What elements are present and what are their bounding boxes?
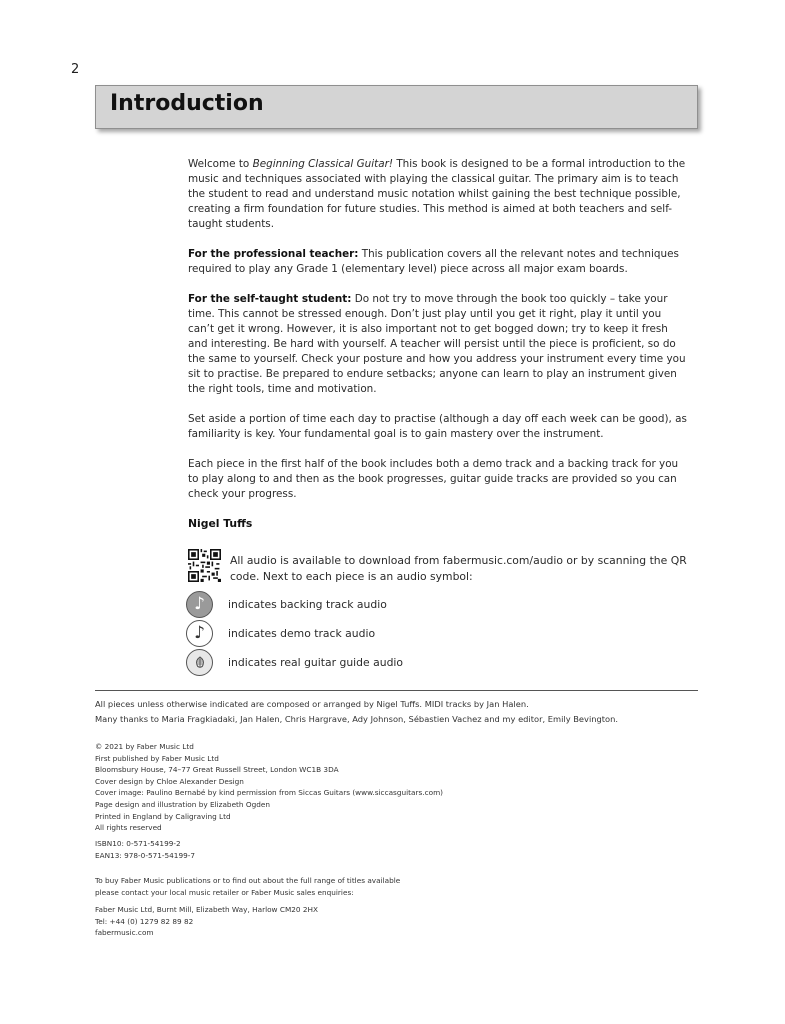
- purchase-line: To buy Faber Music publications or to find out about the full range of titles available: [95, 876, 401, 885]
- demo-track-icon: ♪: [186, 620, 213, 647]
- student-text: Do not try to move through the book too quickly – take your time. This cannot be stressed enough. Don’t just play until you get it right, play it until you can’t get it wrong. However, it is also important not to get bogged down; try to keep it fresh and interesting. Be hard with yourself. A teacher will persist until the piece is proficient, so do the same to yourself. Check your posture and how you address your instrument every time you sit to practise. Be prepared to endure setbacks; anyone can learn to play an instrument given the right tools, time and motivation.: [188, 293, 686, 395]
- welcome-text-end: This book is designed to be a formal introduction to the music and techniques associated with playing the classical guitar. The primary aim is to teach the student to read and understand music notation whilst gaining the best technique possible, creating a firm foundation for future studies. This method is aimed at both teachers and self-taught students.: [188, 158, 686, 230]
- title-banner: [95, 85, 698, 129]
- imprint-line: Page design and illustration by Elizabeth Ogden: [95, 799, 270, 809]
- contact-address: Faber Music Ltd, Burnt Mill, Elizabeth Way, Harlow CM20 2HX: [95, 905, 318, 914]
- page-number: 2: [71, 62, 80, 77]
- imprint-line: Printed in England by Caligraving Ltd: [95, 811, 231, 821]
- contact-website-link[interactable]: fabermusic.com: [95, 928, 154, 938]
- teacher-heading: For the professional teacher:: [188, 248, 359, 260]
- welcome-text-start: Welcome to: [188, 158, 253, 170]
- contact-phone: Tel: +44 (0) 1279 82 89 82: [95, 916, 194, 926]
- purchase-line: please contact your local music retailer or Faber Music sales enquiries:: [95, 887, 354, 897]
- divider: [95, 690, 698, 691]
- qr-code-icon[interactable]: [188, 549, 221, 582]
- imprint-line: First published by Faber Music Ltd: [95, 753, 219, 763]
- practice-paragraph: Set aside a portion of time each day to practise (although a day off each week can be good), as familiarity is key. Your fundamental goal is to gain mastery over the instrument.: [188, 413, 687, 440]
- student-paragraph: [188, 292, 688, 397]
- legend-backing-track: [186, 591, 586, 619]
- imprint-line: Bloomsbury House, 74–77 Great Russell Street, London WC1B 3DA: [95, 765, 339, 775]
- credits-line: All pieces unless otherwise indicated are composed or arranged by Nigel Tuffs. MIDI tracks by Jan Halen.: [95, 699, 529, 709]
- copyright-block: [95, 741, 545, 834]
- teacher-text: This publication covers all the relevant notes and techniques required to play any Grade 1 (elementary level) piece across all major exam boards.: [188, 248, 679, 275]
- imprint-line: Cover design by Chloe Alexander Design: [95, 776, 244, 786]
- author-signature: Nigel Tuffs: [188, 517, 253, 530]
- imprint-line: All rights reserved: [95, 823, 162, 833]
- page-title: Introduction: [110, 91, 264, 116]
- book-title: Beginning Classical Guitar!: [252, 158, 394, 170]
- legend-demo-track: [186, 620, 586, 648]
- guitar-guide-icon: [186, 649, 213, 676]
- welcome-paragraph: [188, 157, 688, 232]
- publisher-contact-block: [95, 904, 545, 939]
- teacher-paragraph: [188, 247, 688, 277]
- legend-label: indicates real guitar guide audio: [228, 656, 404, 669]
- legend-label: indicates demo track audio: [228, 627, 376, 640]
- tracks-paragraph: Each piece in the first half of the book includes both a demo track and a backing track for you to play along to and then as the book progresses, guitar guide tracks are provided so you can check your progress.: [188, 458, 679, 500]
- purchase-info-block: [95, 875, 545, 898]
- imprint-line: © 2021 by Faber Music Ltd: [95, 742, 194, 751]
- audio-download-info: All audio is available to download from fabermusic.com/audio or by scanning the QR code. Next to each piece is an audio symbol:: [230, 554, 687, 583]
- isbn-line: ISBN10: 0-571-54199-2: [95, 839, 181, 848]
- student-heading: For the self-taught student:: [188, 293, 352, 305]
- credits-line: Many thanks to Maria Fragkiadaki, Jan Halen, Chris Hargrave, Ady Johnson, Sébastien Vachez and my editor, Emily Bevington.: [95, 714, 618, 724]
- isbn-line: EAN13: 978-0-571-54199-7: [95, 850, 196, 860]
- imprint-line: Cover image: Paulino Bernabé by kind permission from Siccas Guitars (www.siccasguitars.com): [95, 788, 444, 798]
- credits: [95, 697, 698, 727]
- isbn-block: [95, 838, 545, 861]
- legend-guitar-guide: [186, 649, 586, 677]
- backing-track-icon: ♪: [186, 591, 213, 618]
- legend-label: indicates backing track audio: [228, 598, 387, 611]
- introduction-body: [188, 157, 688, 517]
